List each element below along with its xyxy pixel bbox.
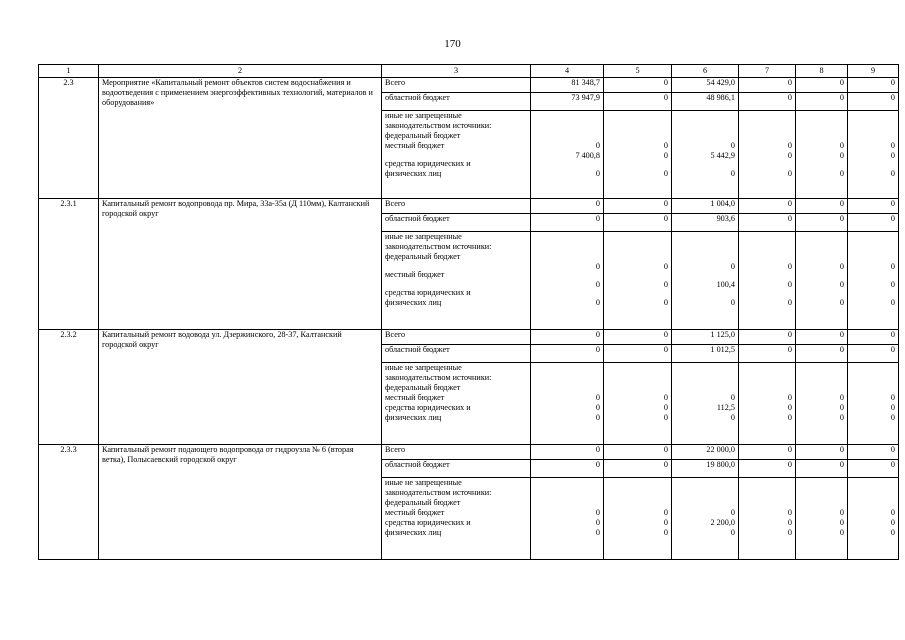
spacer [742,232,792,262]
local-budget-label: местный бюджет [385,508,445,517]
value-cell: 54 429,0 [672,78,739,93]
source-label: Всего [382,199,531,214]
page-number: 170 [444,38,461,50]
value-cell: 0 [739,345,796,363]
legal-value: 0 [595,528,600,537]
value-cell: 0 [739,78,796,93]
table-body [39,65,899,560]
value-cell: 0 [531,460,604,478]
header-cell: 6 [672,65,739,78]
value-cell: 0 [848,330,899,345]
item-code: 2.3.2 [39,330,99,445]
value-cell: 0 [739,199,796,214]
value-cell: 0 [604,330,672,345]
local-value: 0 [839,403,844,412]
legal-value: 0 [730,298,735,307]
value-cell-group [531,363,604,445]
value-cell-group [672,478,739,560]
federal-value: 0 [595,262,600,271]
header-cell: 4 [531,65,604,78]
table-row [39,199,899,214]
source-label: Всего [382,330,531,345]
legal-value: 0 [730,413,735,422]
other-sources-label: иные не запрещенные законодательством источники: [385,478,492,497]
local-value: 5 442,9 [710,151,735,160]
local-value: 2 200,0 [710,518,735,527]
local-value: 0 [787,518,792,527]
legal-entities-label: средства юридических и физических лиц [385,159,471,178]
local-value: 0 [890,518,895,527]
legal-value: 0 [663,169,668,178]
value-cell-group [796,363,848,445]
source-label: областной бюджет [382,345,531,363]
local-value: 0 [890,151,895,160]
header-cell: 9 [848,65,899,78]
value-cell-group [531,232,604,330]
local-budget-label: местный бюджет [385,141,445,150]
source-label: областной бюджет [382,460,531,478]
legal-value: 0 [663,413,668,422]
value-cell: 0 [604,93,672,111]
item-name: Капитальный ремонт водовода ул. Дзержинского, 28-37, Калтанский городской округ [99,330,382,445]
value-cell: 0 [604,214,672,232]
legal-value: 0 [890,169,895,178]
legal-value: 0 [595,169,600,178]
value-cell-group [739,232,796,330]
value-cell: 0 [796,445,848,460]
local-value: 112,5 [716,403,735,412]
federal-value: 0 [839,508,844,517]
spacer [607,363,668,393]
item-code: 2.3.1 [39,199,99,330]
spacer [742,363,792,393]
local-value: 0 [787,151,792,160]
federal-value: 0 [787,141,792,150]
spacer [534,232,600,262]
local-budget-label: местный бюджет [385,270,445,279]
spacer [607,478,668,508]
value-cell-group [848,363,899,445]
spacer [675,363,735,393]
federal-value: 0 [890,141,895,150]
source-label: областной бюджет [382,214,531,232]
value-cell: 81 348,7 [531,78,604,93]
federal-value: 0 [663,262,668,271]
federal-value: 0 [787,393,792,402]
value-cell: 0 [796,330,848,345]
value-cell: 0 [604,460,672,478]
legal-value: 0 [730,169,735,178]
value-cell-group [531,478,604,560]
federal-value: 0 [890,508,895,517]
value-cell-group [739,478,796,560]
other-sources-label: иные не запрещенные законодательством источники: [385,363,492,382]
spacer [607,232,668,262]
table-row [39,445,899,460]
federal-value: 0 [663,508,668,517]
federal-value: 0 [890,393,895,402]
value-cell-group [848,111,899,199]
header-row [39,65,899,78]
value-cell-group [672,232,739,330]
value-cell: 0 [848,460,899,478]
table-row [39,78,899,93]
local-value: 0 [663,280,668,289]
value-cell: 1 012,5 [672,345,739,363]
legal-value: 0 [730,528,735,537]
spacer [799,363,844,393]
header-cell: 3 [382,65,531,78]
local-value: 0 [663,518,668,527]
value-cell: 0 [531,445,604,460]
header-cell: 1 [39,65,99,78]
value-cell: 73 947,9 [531,93,604,111]
value-cell: 0 [531,214,604,232]
legal-value: 0 [839,528,844,537]
local-value: 0 [839,518,844,527]
value-cell: 0 [739,460,796,478]
value-cell: 0 [739,93,796,111]
other-sources-label: иные не запрещенные законодательством источники: [385,111,492,130]
spacer [742,478,792,508]
federal-value: 0 [730,262,735,271]
source-label-group [382,363,531,445]
local-value: 0 [663,403,668,412]
local-value: 0 [595,518,600,527]
value-cell: 0 [796,345,848,363]
federal-value: 0 [730,393,735,402]
value-cell-group [531,111,604,199]
value-cell: 0 [604,199,672,214]
legal-value: 0 [663,528,668,537]
local-value: 0 [839,151,844,160]
value-cell: 0 [531,199,604,214]
value-cell: 0 [604,445,672,460]
spacer [607,111,668,141]
value-cell-group [604,478,672,560]
table-row [39,330,899,345]
federal-value: 0 [787,262,792,271]
value-cell: 0 [796,199,848,214]
federal-value: 0 [595,508,600,517]
source-label-group [382,111,531,199]
value-cell: 903,6 [672,214,739,232]
value-cell: 0 [848,199,899,214]
value-cell: 1 004,0 [672,199,739,214]
legal-value: 0 [890,413,895,422]
federal-value: 0 [839,262,844,271]
spacer [675,111,735,141]
spacer [799,232,844,262]
value-cell: 0 [739,330,796,345]
legal-value: 0 [787,169,792,178]
value-cell: 0 [796,93,848,111]
local-value: 0 [787,403,792,412]
value-cell-group [604,363,672,445]
value-cell-group [739,111,796,199]
value-cell: 0 [848,214,899,232]
item-name: Капитальный ремонт водопровода пр. Мира, 33а-35а (Д 110мм), Калтанский городской округ [99,199,382,330]
value-cell-group [672,363,739,445]
federal-budget-label: федеральный бюджет [385,252,461,261]
value-cell-group [604,232,672,330]
value-cell-group [604,111,672,199]
legal-value: 0 [890,298,895,307]
value-cell: 1 125,0 [672,330,739,345]
local-value: 100,4 [716,280,735,289]
local-value: 0 [890,280,895,289]
local-value: 0 [595,403,600,412]
federal-value: 0 [787,508,792,517]
value-cell: 0 [796,78,848,93]
value-cell: 0 [848,345,899,363]
federal-budget-label: федеральный бюджет [385,498,461,507]
value-cell: 22 000,0 [672,445,739,460]
value-cell: 0 [848,445,899,460]
federal-value: 0 [663,141,668,150]
legal-entities-label: средства юридических и физических лиц [385,288,471,307]
federal-value: 0 [595,393,600,402]
spacer [675,478,735,508]
value-cell: 0 [848,78,899,93]
item-name: Капитальный ремонт подающего водопровода от гидроузла № 6 (вторая ветка), Полысаевский городской округ [99,445,382,560]
spacer [534,363,600,393]
legal-entities-label: средства юридических и физических лиц [385,403,471,422]
legal-value: 0 [787,413,792,422]
header-cell: 8 [796,65,848,78]
spacer [851,363,895,393]
legal-value: 0 [787,298,792,307]
source-label-group [382,478,531,560]
header-cell: 2 [99,65,382,78]
legal-value: 0 [595,413,600,422]
local-budget-label: местный бюджет [385,393,445,402]
legal-value: 0 [595,298,600,307]
local-value: 0 [890,403,895,412]
value-cell-group [796,111,848,199]
value-cell-group [848,478,899,560]
value-cell: 19 800,0 [672,460,739,478]
federal-value: 0 [663,393,668,402]
legal-value: 0 [890,528,895,537]
spacer [799,478,844,508]
spacer [851,478,895,508]
local-value: 0 [787,280,792,289]
value-cell: 0 [739,214,796,232]
legal-value: 0 [839,413,844,422]
spacer [742,111,792,141]
spacer [851,232,895,262]
value-cell: 0 [604,78,672,93]
federal-value: 0 [839,393,844,402]
legal-value: 0 [839,298,844,307]
local-value: 0 [663,151,668,160]
federal-value: 0 [839,141,844,150]
federal-value: 0 [730,141,735,150]
value-cell: 0 [796,214,848,232]
source-label: Всего [382,445,531,460]
value-cell: 0 [531,345,604,363]
value-cell-group [796,232,848,330]
legal-value: 0 [787,528,792,537]
item-name: Мероприятие «Капитальный ремонт объектов систем водоснабжения и водоотведения с применением энергоэффективных технологий, материалов и оборудования» [99,78,382,199]
value-cell-group [796,478,848,560]
header-cell: 5 [604,65,672,78]
item-code: 2.3.3 [39,445,99,560]
source-label: областной бюджет [382,93,531,111]
legal-value: 0 [839,169,844,178]
header-cell: 7 [739,65,796,78]
value-cell: 0 [604,345,672,363]
other-sources-label: иные не запрещенные законодательством источники: [385,232,492,251]
local-value: 0 [839,280,844,289]
local-value: 0 [595,280,600,289]
federal-budget-label: федеральный бюджет [385,131,461,140]
federal-value: 0 [595,141,600,150]
local-value: 7 400,8 [575,151,600,160]
value-cell-group [848,232,899,330]
item-code: 2.3 [39,78,99,199]
federal-budget-label: федеральный бюджет [385,383,461,392]
source-label: Всего [382,78,531,93]
spacer [799,111,844,141]
value-cell: 0 [796,460,848,478]
value-cell-group [739,363,796,445]
spacer [534,478,600,508]
value-cell: 0 [848,93,899,111]
value-cell: 48 986,1 [672,93,739,111]
legal-entities-label: средства юридических и физических лиц [385,518,471,537]
value-cell-group [672,111,739,199]
federal-value: 0 [890,262,895,271]
spacer [534,111,600,141]
legal-value: 0 [663,298,668,307]
value-cell: 0 [739,445,796,460]
spacer [675,232,735,262]
source-label-group [382,232,531,330]
spacer [851,111,895,141]
federal-value: 0 [730,508,735,517]
value-cell: 0 [531,330,604,345]
budget-table [38,64,899,560]
